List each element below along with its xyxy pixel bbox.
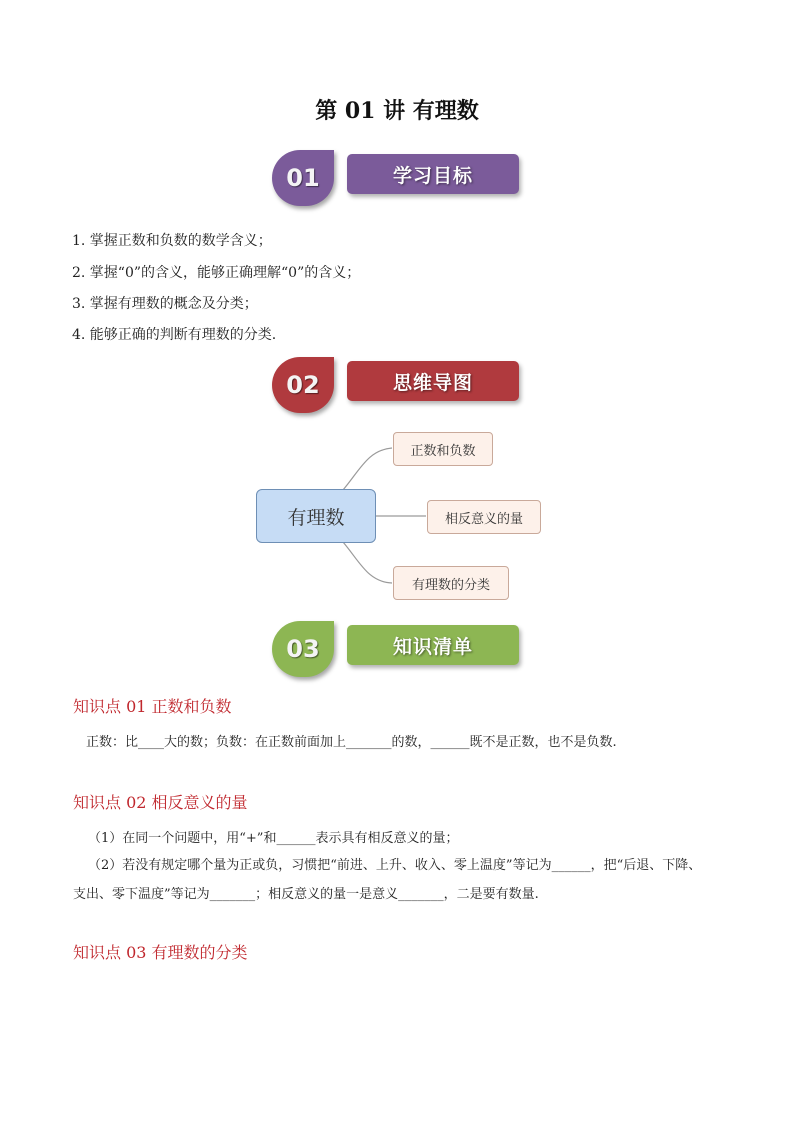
mindmap-branch: 相反意义的量 <box>427 500 541 534</box>
mindmap-branch: 正数和负数 <box>393 432 493 466</box>
knowledge-heading: 知识点 01 正数和负数 <box>73 697 232 716</box>
goal-item: 4. 能够正确的判断有理数的分类. <box>72 327 277 343</box>
knowledge-heading: 知识点 03 有理数的分类 <box>73 943 248 962</box>
section-number: 02 <box>272 357 334 413</box>
knowledge-heading: 知识点 02 相反意义的量 <box>73 793 248 812</box>
goal-item: 3. 掌握有理数的概念及分类； <box>72 296 258 312</box>
section-number: 01 <box>272 150 334 206</box>
section-label: 思维导图 <box>347 361 519 401</box>
section-number: 03 <box>272 621 334 677</box>
knowledge-line: 正数：比____大的数；负数：在正数前面加上_______的数，______既不是正数，也不是负数. <box>86 735 617 750</box>
knowledge-line: （1）在同一个问题中，用“+”和______表示具有相反意义的量； <box>88 831 459 846</box>
knowledge-line: （2）若没有规定哪个量为正或负，习惯把“前进、上升、收入、零上温度”等记为______，把“后退、下降、 <box>88 858 702 873</box>
page-title: 第 01 讲 有理数 <box>315 98 479 124</box>
knowledge-line: 支出、零下温度”等记为_______；相反意义的量一是意义_______，二是要有数量. <box>73 887 539 902</box>
mindmap-center: 有理数 <box>256 489 376 543</box>
section-label: 学习目标 <box>347 154 519 194</box>
goal-item: 2. 掌握“0”的含义，能够正确理解“0”的含义； <box>72 265 361 281</box>
mindmap-branch: 有理数的分类 <box>393 566 509 600</box>
section-label: 知识清单 <box>347 625 519 665</box>
goal-item: 1. 掌握正数和负数的数学含义； <box>72 233 272 249</box>
